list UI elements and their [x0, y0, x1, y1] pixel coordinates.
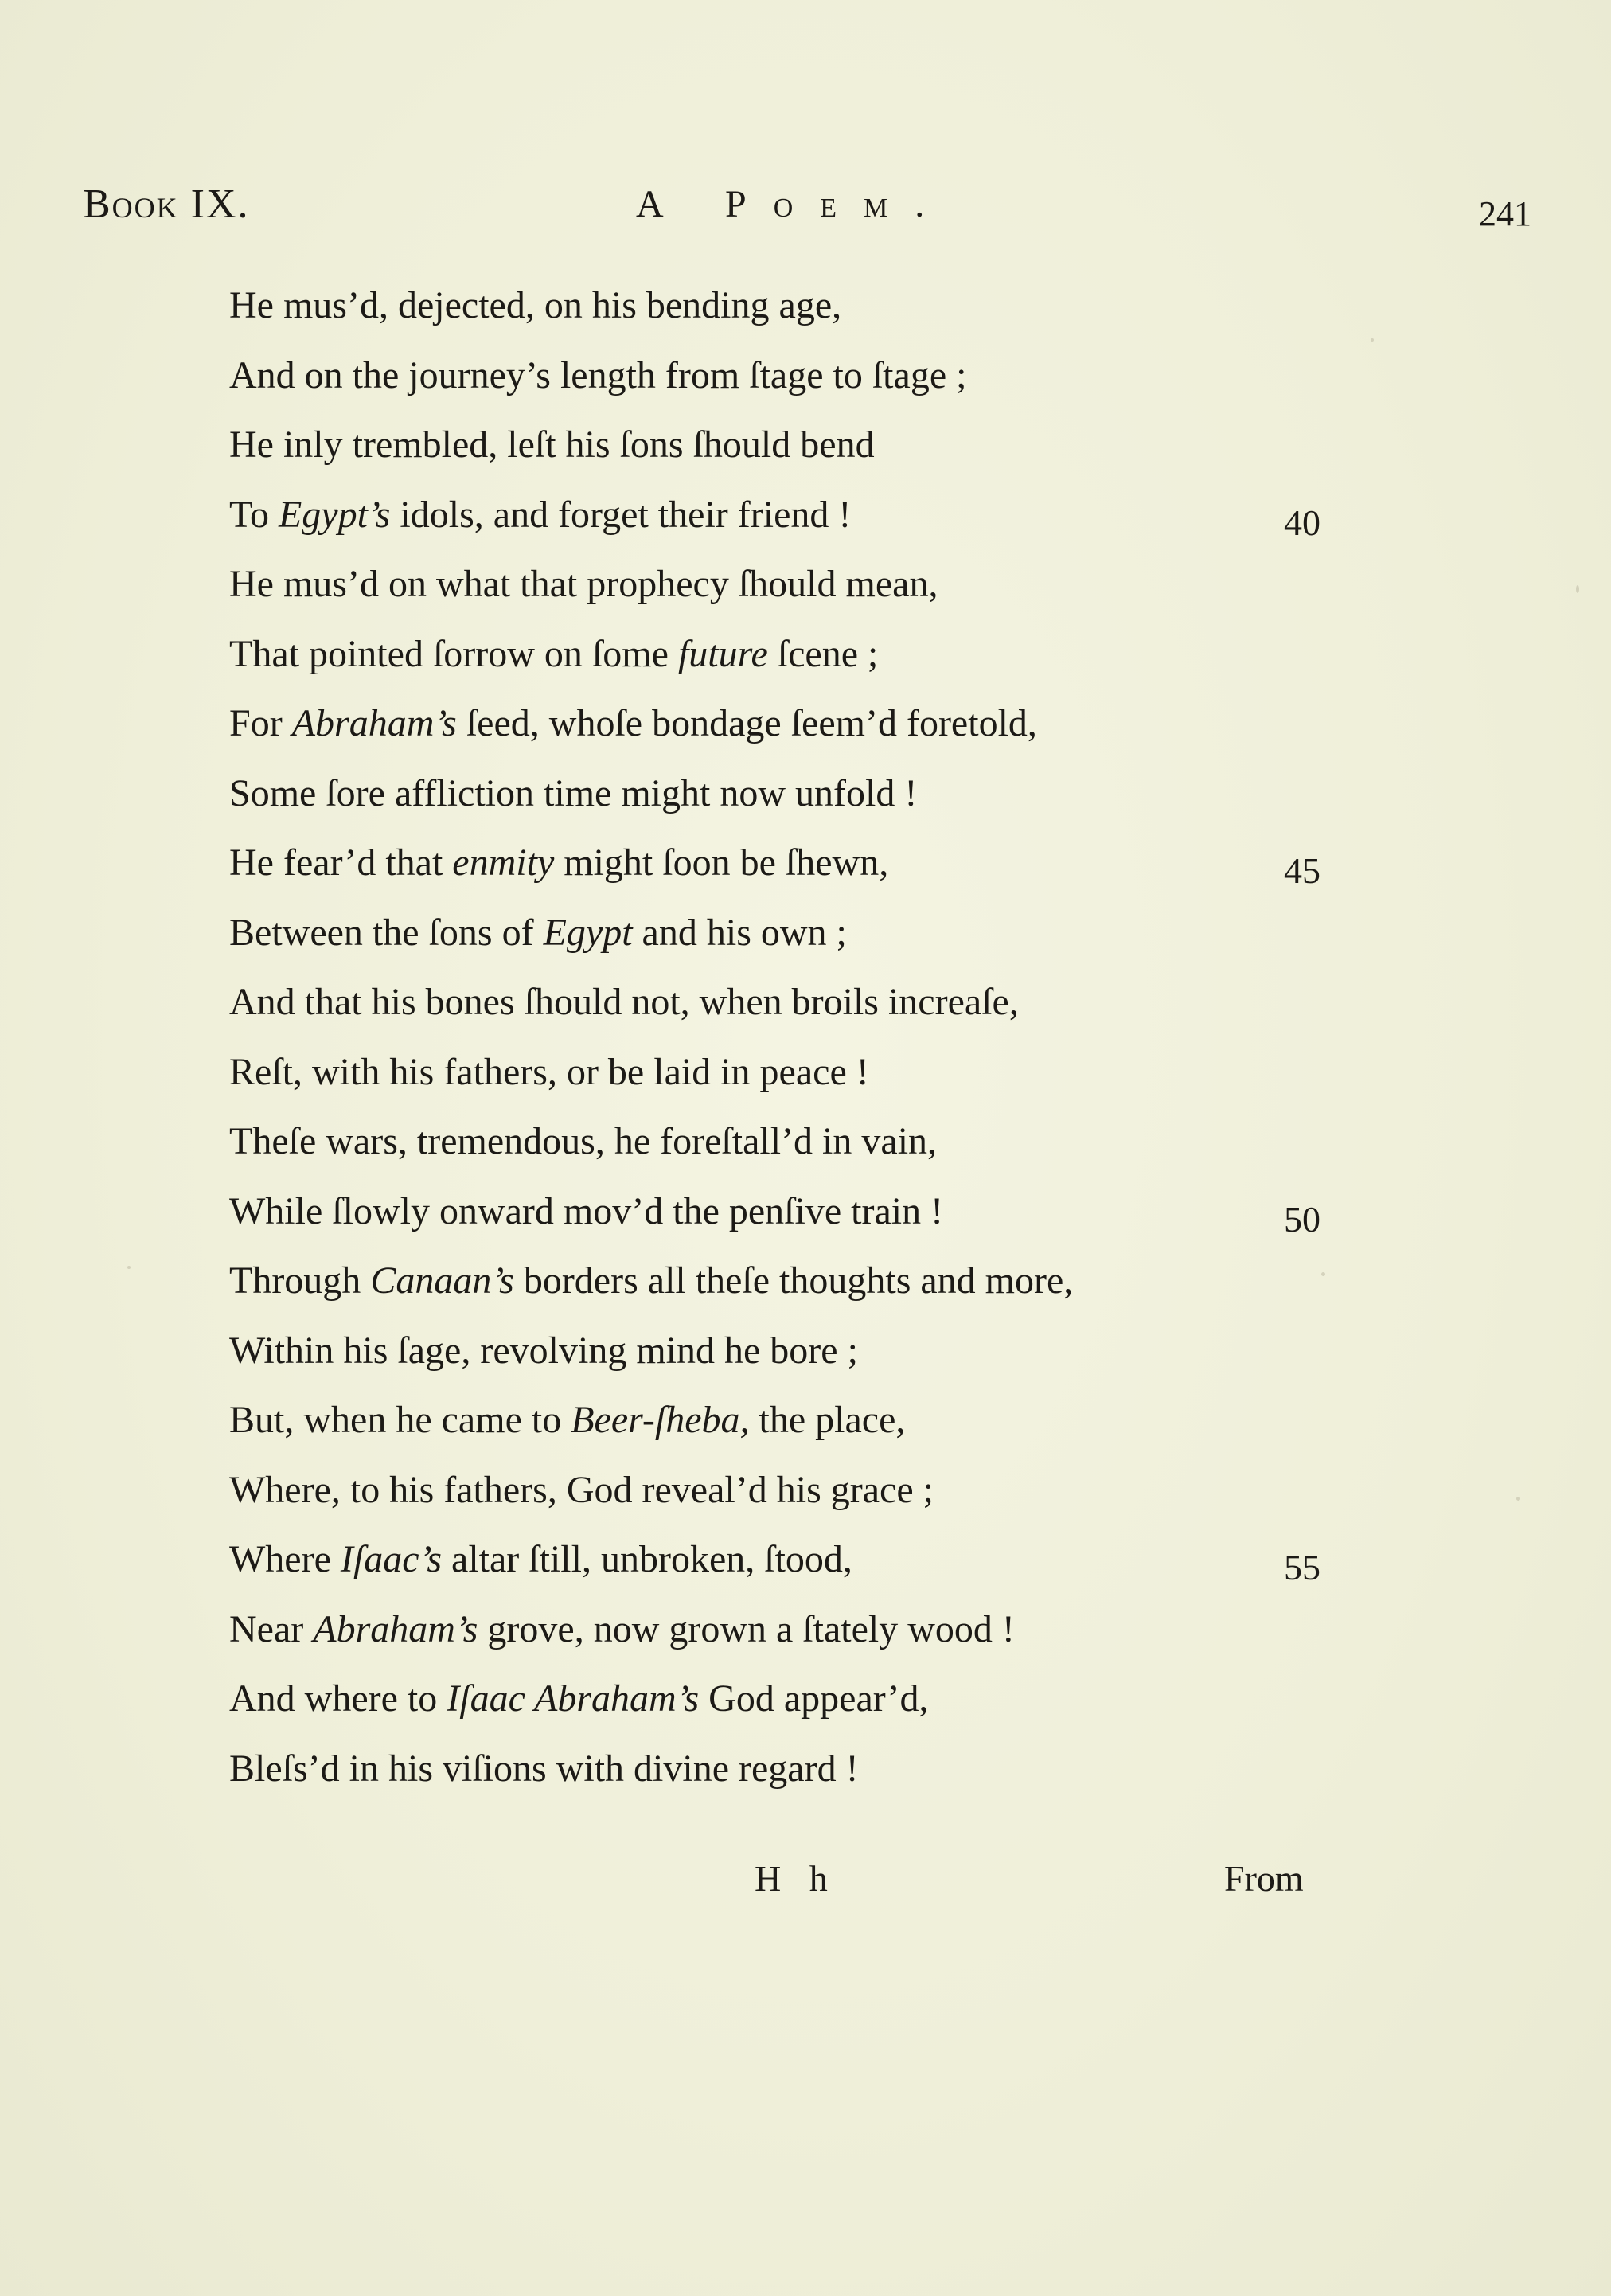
roman-segment: He mus’d on what that prophecy ſhould mean, [229, 563, 938, 605]
poem-line [229, 1246, 1383, 1316]
paper-speck [1576, 585, 1579, 593]
roman-segment: But, when he came to [229, 1399, 571, 1441]
poem-line-text [229, 424, 875, 466]
poem-line-text [229, 1399, 905, 1441]
roman-segment: and his own ; [632, 911, 847, 954]
poem-line-text [229, 1259, 1073, 1302]
poem-line [229, 1595, 1383, 1665]
poem-line [229, 1177, 1383, 1247]
poem-line-text [229, 772, 917, 814]
page-footer [0, 1851, 1611, 1907]
italic-segment: Canaan’s [370, 1259, 514, 1302]
poem-line-text [229, 1120, 937, 1162]
signature-mark: H h [755, 1858, 837, 1899]
poem-text [229, 271, 1383, 1803]
poem-line-text [229, 563, 938, 605]
roman-segment: ſcene ; [767, 632, 879, 675]
roman-segment: ſeed, whoſe bondage ſeem’d foretold, [456, 702, 1037, 744]
poem-line-text [229, 354, 966, 396]
poem-line [229, 1525, 1383, 1595]
poem-line [229, 828, 1383, 898]
paper-speck [1516, 1497, 1520, 1501]
roman-segment: And on the journey’s length from ſtage to ſtage ; [229, 353, 967, 396]
poem-line-text [229, 633, 878, 675]
roman-segment: Some ſore affliction time might now unfold ! [229, 771, 918, 814]
roman-segment: might ſoon be ſhewn, [554, 841, 889, 884]
poem-line-text [229, 1469, 934, 1511]
roman-segment: the place, [749, 1399, 906, 1441]
poem-line [229, 689, 1383, 759]
line-number: 50 [1284, 1198, 1320, 1240]
paper-speck [1321, 1272, 1325, 1276]
roman-segment: altar ſtill, unbroken, ſtood, [442, 1538, 852, 1580]
line-number: 40 [1284, 502, 1320, 543]
poem-line-text [229, 702, 1037, 744]
poem-line [229, 1734, 1383, 1804]
roman-segment: He inly trembled, leſt his ſons ſhould bend [229, 424, 875, 466]
running-title: A Poem. [636, 183, 952, 225]
italic-segment: Egypt’s [278, 493, 391, 536]
poem-line [229, 1107, 1383, 1177]
italic-segment: Abraham’s [291, 702, 457, 744]
running-header [83, 177, 1531, 232]
roman-segment: God appear’d, [699, 1677, 929, 1720]
poem-line-text [229, 1747, 859, 1790]
poem-line-text [229, 841, 888, 884]
poem-line [229, 271, 1383, 341]
roman-segment: Where, to his fathers, God reveal’d his grace ; [229, 1468, 934, 1511]
roman-segment: Near [229, 1607, 314, 1650]
poem-line [229, 619, 1383, 689]
roman-segment: Reſt, with his fathers, or be laid in peace ! [229, 1050, 869, 1093]
roman-segment: Within his ſage, revolving mind he bore ; [229, 1329, 858, 1372]
poem-line-text [229, 1608, 1015, 1650]
roman-segment: He fear’d that [229, 841, 453, 884]
roman-segment: Where [229, 1538, 341, 1580]
roman-segment: idols, and forget their friend ! [390, 493, 852, 536]
poem-line [229, 1664, 1383, 1734]
italic-segment: Iſaac’s [340, 1538, 443, 1580]
poem-line [229, 1037, 1383, 1107]
roman-segment: While ſlowly onward mov’d the penſive train ! [229, 1189, 944, 1232]
roman-segment: For [229, 702, 292, 744]
poem-line [229, 1385, 1383, 1455]
poem-line-text [229, 912, 847, 954]
poem-line [229, 480, 1383, 550]
roman-segment: He mus’d, dejected, on his bending age, [229, 284, 842, 326]
poem-line-text [229, 1190, 943, 1232]
poem-line-text [229, 981, 1019, 1023]
roman-segment: And where to [229, 1677, 447, 1720]
roman-segment: Theſe wars, tremendous, he foreſtall’d in vain, [229, 1120, 938, 1162]
roman-segment: borders all theſe thoughts and more, [513, 1259, 1074, 1302]
poem-line [229, 759, 1383, 829]
roman-segment: Through [229, 1259, 371, 1302]
italic-segment: enmity [452, 841, 555, 884]
italic-segment: Beer-ſheba, [571, 1399, 750, 1441]
roman-segment: That pointed ſorrow on ſome [229, 632, 678, 675]
roman-segment: To [229, 493, 279, 536]
roman-segment: And that his bones ſhould not, when broils increaſe, [229, 981, 1019, 1023]
poem-line-text [229, 494, 851, 536]
italic-segment: future [677, 632, 768, 675]
poem-line-text [229, 1677, 929, 1720]
poem-line [229, 1455, 1383, 1525]
paper-speck [127, 1266, 131, 1269]
italic-segment: Egypt [543, 911, 633, 954]
roman-segment: Between the ſons of [229, 911, 544, 954]
roman-segment: grove, now grown a ſtately wood ! [478, 1607, 1015, 1650]
line-number: 55 [1284, 1547, 1320, 1587]
poem-line [229, 967, 1383, 1037]
poem-line [229, 898, 1383, 968]
italic-segment: Iſaac Abraham’s [447, 1677, 700, 1720]
poem-line-text [229, 1330, 858, 1372]
roman-segment: Bleſs’d in his viſions with divine regard ! [229, 1747, 859, 1790]
poem-line [229, 1316, 1383, 1386]
poem-line-text [229, 284, 841, 326]
italic-segment: Abraham’s [313, 1607, 478, 1650]
poem-line [229, 549, 1383, 619]
book-number: Book IX. [83, 182, 250, 227]
catchword: From [1224, 1858, 1304, 1899]
page-number: 241 [1479, 194, 1531, 233]
poem-line [229, 341, 1383, 411]
poem-line-text [229, 1051, 869, 1093]
paper-speck [1371, 338, 1374, 342]
line-number: 45 [1284, 850, 1320, 891]
poem-line [229, 410, 1383, 480]
poem-line-text [229, 1538, 852, 1580]
